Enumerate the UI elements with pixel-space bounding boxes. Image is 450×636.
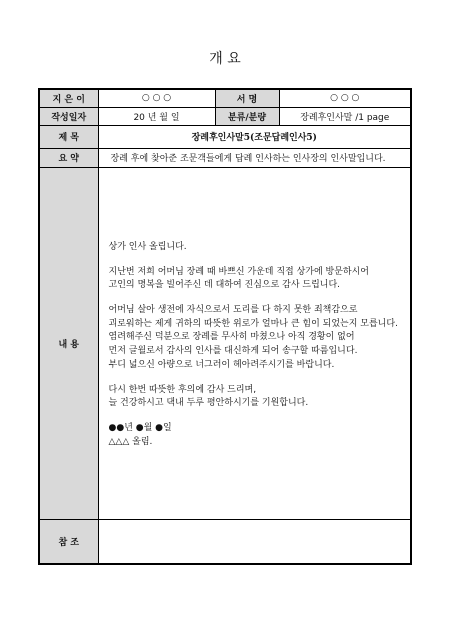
date-row [39, 107, 411, 125]
content-line: 어머님 살아 생전에 자식으로서 도리를 다 하지 못한 죄책감으로 [108, 305, 358, 316]
content-row [39, 167, 411, 519]
content-line: 부디 넓으신 아량으로 너그러이 헤아려주시기를 바랍니다. [108, 359, 335, 370]
content-line: 고인의 명복을 빌어주신 데 대하여 진심으로 감사 드립니다. [108, 280, 341, 291]
reference-value [98, 519, 411, 564]
sign-label: 서 명 [215, 89, 279, 107]
content-line: 지난번 저희 어머님 장례 때 바쁘신 가운데 직접 상가에 방문하시어 [108, 266, 369, 277]
content-line: 다시 한번 따뜻한 후의에 감사 드리며, [108, 384, 257, 395]
sign-value: ○ ○ ○ [279, 89, 411, 107]
category-label: 분류/분량 [215, 107, 279, 125]
content-line: ●●년 ●월 ●일 [108, 423, 172, 434]
content-paragraph [109, 384, 411, 411]
info-form-table [38, 88, 412, 565]
content-paragraph [109, 304, 411, 372]
content-body [98, 167, 411, 519]
content-line: 괴로워하는 제게 귀하의 따뜻한 위로가 얼마나 큰 힘이 되었는지 모릅니다. [108, 318, 398, 329]
author-value: ○ ○ ○ [98, 89, 215, 107]
summary-value: 장례 후에 찾아준 조문객들에게 답례 인사하는 인사장의 인사말입니다. [98, 148, 411, 167]
author-label: 지 은 이 [39, 89, 98, 107]
content-line: 염려해주신 덕분으로 장례를 무사히 마쳤으나 아직 경황이 없어 [108, 332, 355, 343]
content-paragraph [109, 266, 411, 293]
date-value: 20 년 월 일 [98, 107, 215, 125]
summary-row [39, 148, 411, 167]
content-paragraph [109, 241, 411, 255]
date-label: 작성일자 [39, 107, 98, 125]
content-line: △△△ 올림. [108, 437, 153, 448]
author-row [39, 89, 411, 107]
content-paragraph [109, 422, 411, 449]
content-line: 상가 인사 올립니다. [108, 241, 187, 252]
content-line: 먼저 글월로서 감사의 인사를 대신하게 되어 송구할 따름입니다. [108, 346, 358, 357]
reference-row [39, 519, 411, 564]
subject-row [39, 125, 411, 148]
content-label: 내 용 [39, 167, 98, 519]
subject-label: 제 목 [39, 125, 98, 148]
category-value: 장례후인사말 /1 page [279, 107, 411, 125]
document-title: 개 요 [209, 51, 241, 67]
summary-label: 요 약 [39, 148, 98, 167]
reference-label: 참 조 [39, 519, 98, 564]
subject-value: 장례후인사말5(조문답례인사5) [98, 125, 411, 148]
content-line: 늘 건강하시고 댁내 두루 평안하시기를 기원합니다. [108, 398, 309, 409]
